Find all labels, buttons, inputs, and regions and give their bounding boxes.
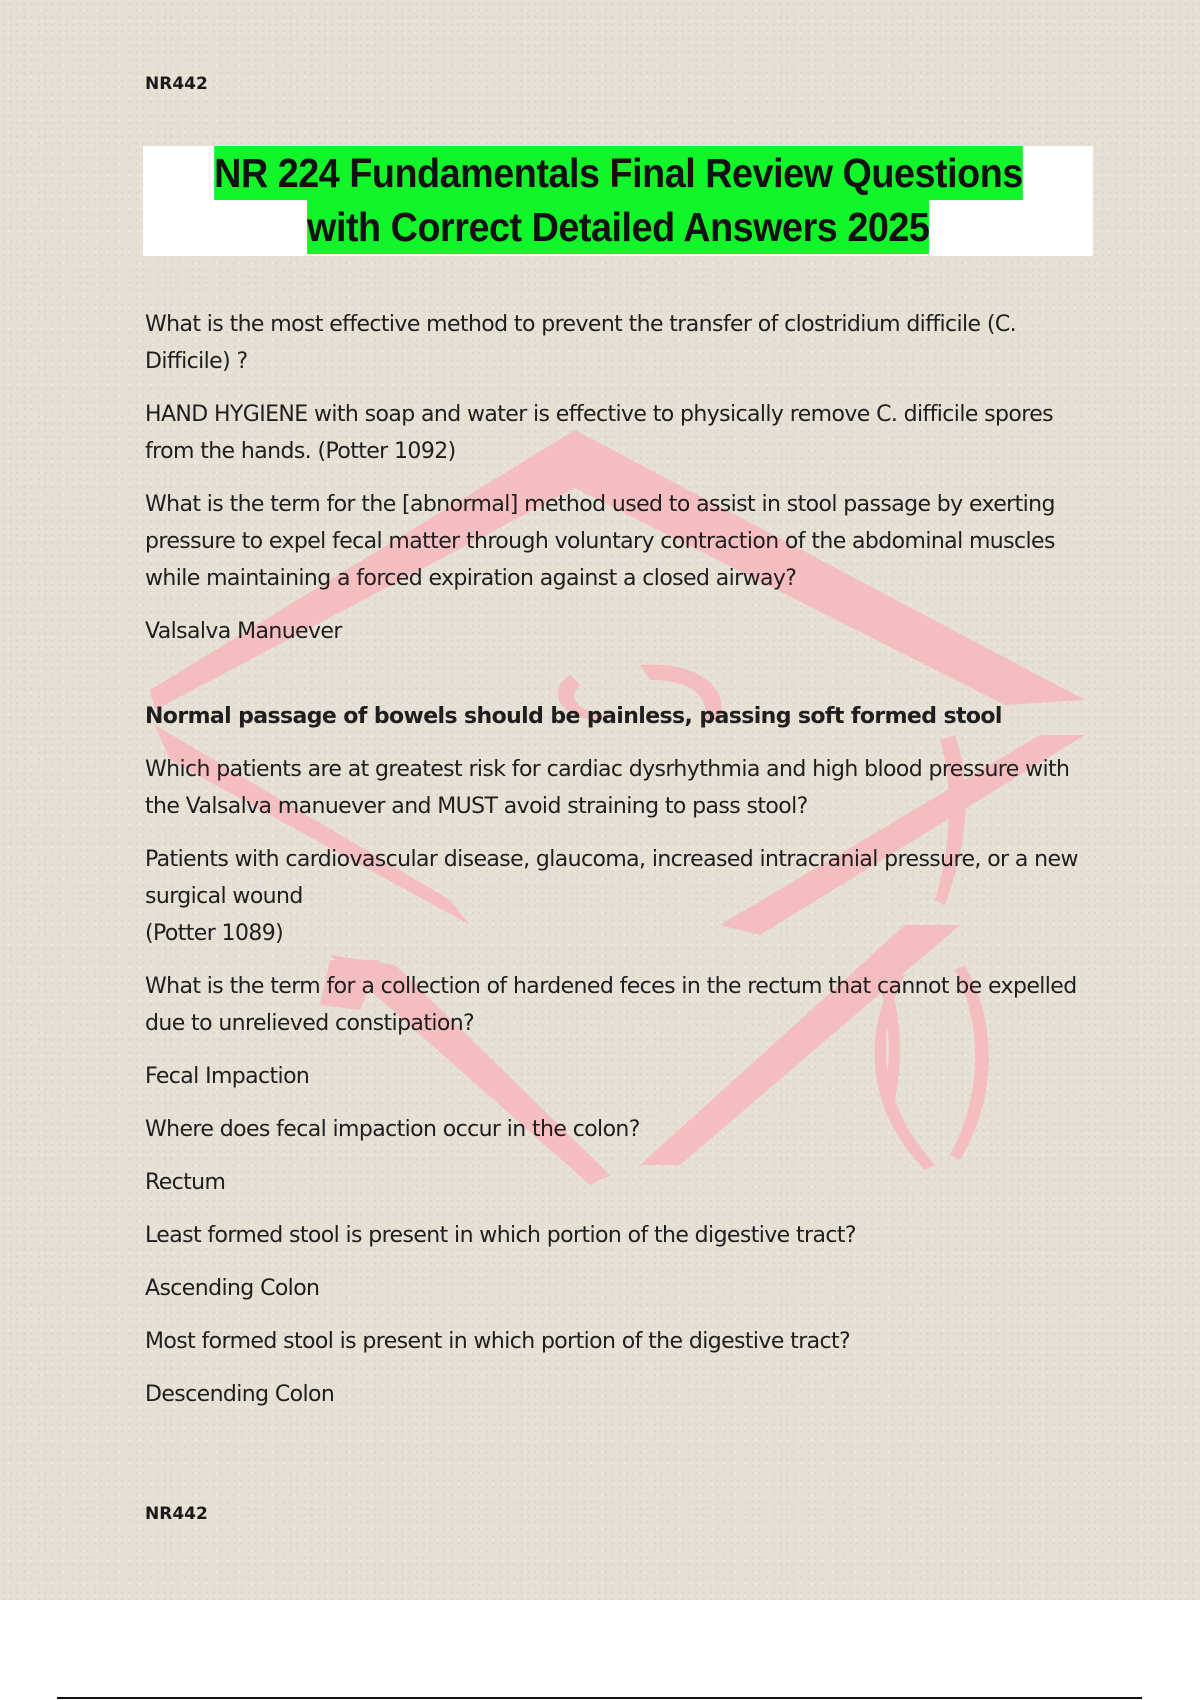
answer-5: Rectum (145, 1170, 226, 1195)
answer-3-citation: (Potter 1089) (145, 921, 284, 946)
question-4: What is the term for a collection of hardened feces in the rectum that cannot be expelled due to unrelieved constipation? (145, 974, 1077, 1036)
question-1: What is the most effective method to prevent the transfer of clostridium difficile (C. Difficile) ? (145, 312, 1016, 374)
answer-2: Valsalva Manuever (145, 619, 342, 644)
answer-3 (145, 841, 1100, 952)
title-line-2: with Correct Detailed Answers 2025 (307, 200, 929, 254)
answer-7: Descending Colon (145, 1382, 335, 1407)
answer-4: Fecal Impaction (145, 1064, 310, 1089)
bottom-divider (57, 1697, 1142, 1699)
question-5: Where does fecal impaction occur in the colon? (145, 1117, 640, 1142)
header-course-code: NR442 (145, 74, 208, 94)
question-2: What is the term for the [abnormal] method used to assist in stool passage by exerting pressure to expel fecal matter through voluntary contraction of the abdominal muscles while maintaining a forced expiration against a closed airway? (145, 492, 1055, 591)
answer-3-text: Patients with cardiovascular disease, glaucoma, increased intracranial pressure, or a new surgical wound (145, 847, 1078, 909)
answer-6: Ascending Colon (145, 1276, 320, 1301)
bold-note: Normal passage of bowels should be painless, passing soft formed stool (145, 704, 1002, 729)
question-7: Most formed stool is present in which portion of the digestive tract? (145, 1329, 851, 1354)
footer-course-code: NR442 (145, 1504, 208, 1524)
question-answer-list (145, 306, 1100, 1429)
title-line-1: NR 224 Fundamentals Final Review Questions (214, 146, 1023, 200)
answer-1: HAND HYGIENE with soap and water is effective to physically remove C. difficile spores from the hands. (Potter 1092) (145, 402, 1054, 464)
question-6: Least formed stool is present in which portion of the digestive tract? (145, 1223, 856, 1248)
question-3: Which patients are at greatest risk for cardiac dysrhythmia and high blood pressure with the Valsalva manuever and MUST avoid straining to pass stool? (145, 757, 1070, 819)
document-title (143, 146, 1093, 256)
